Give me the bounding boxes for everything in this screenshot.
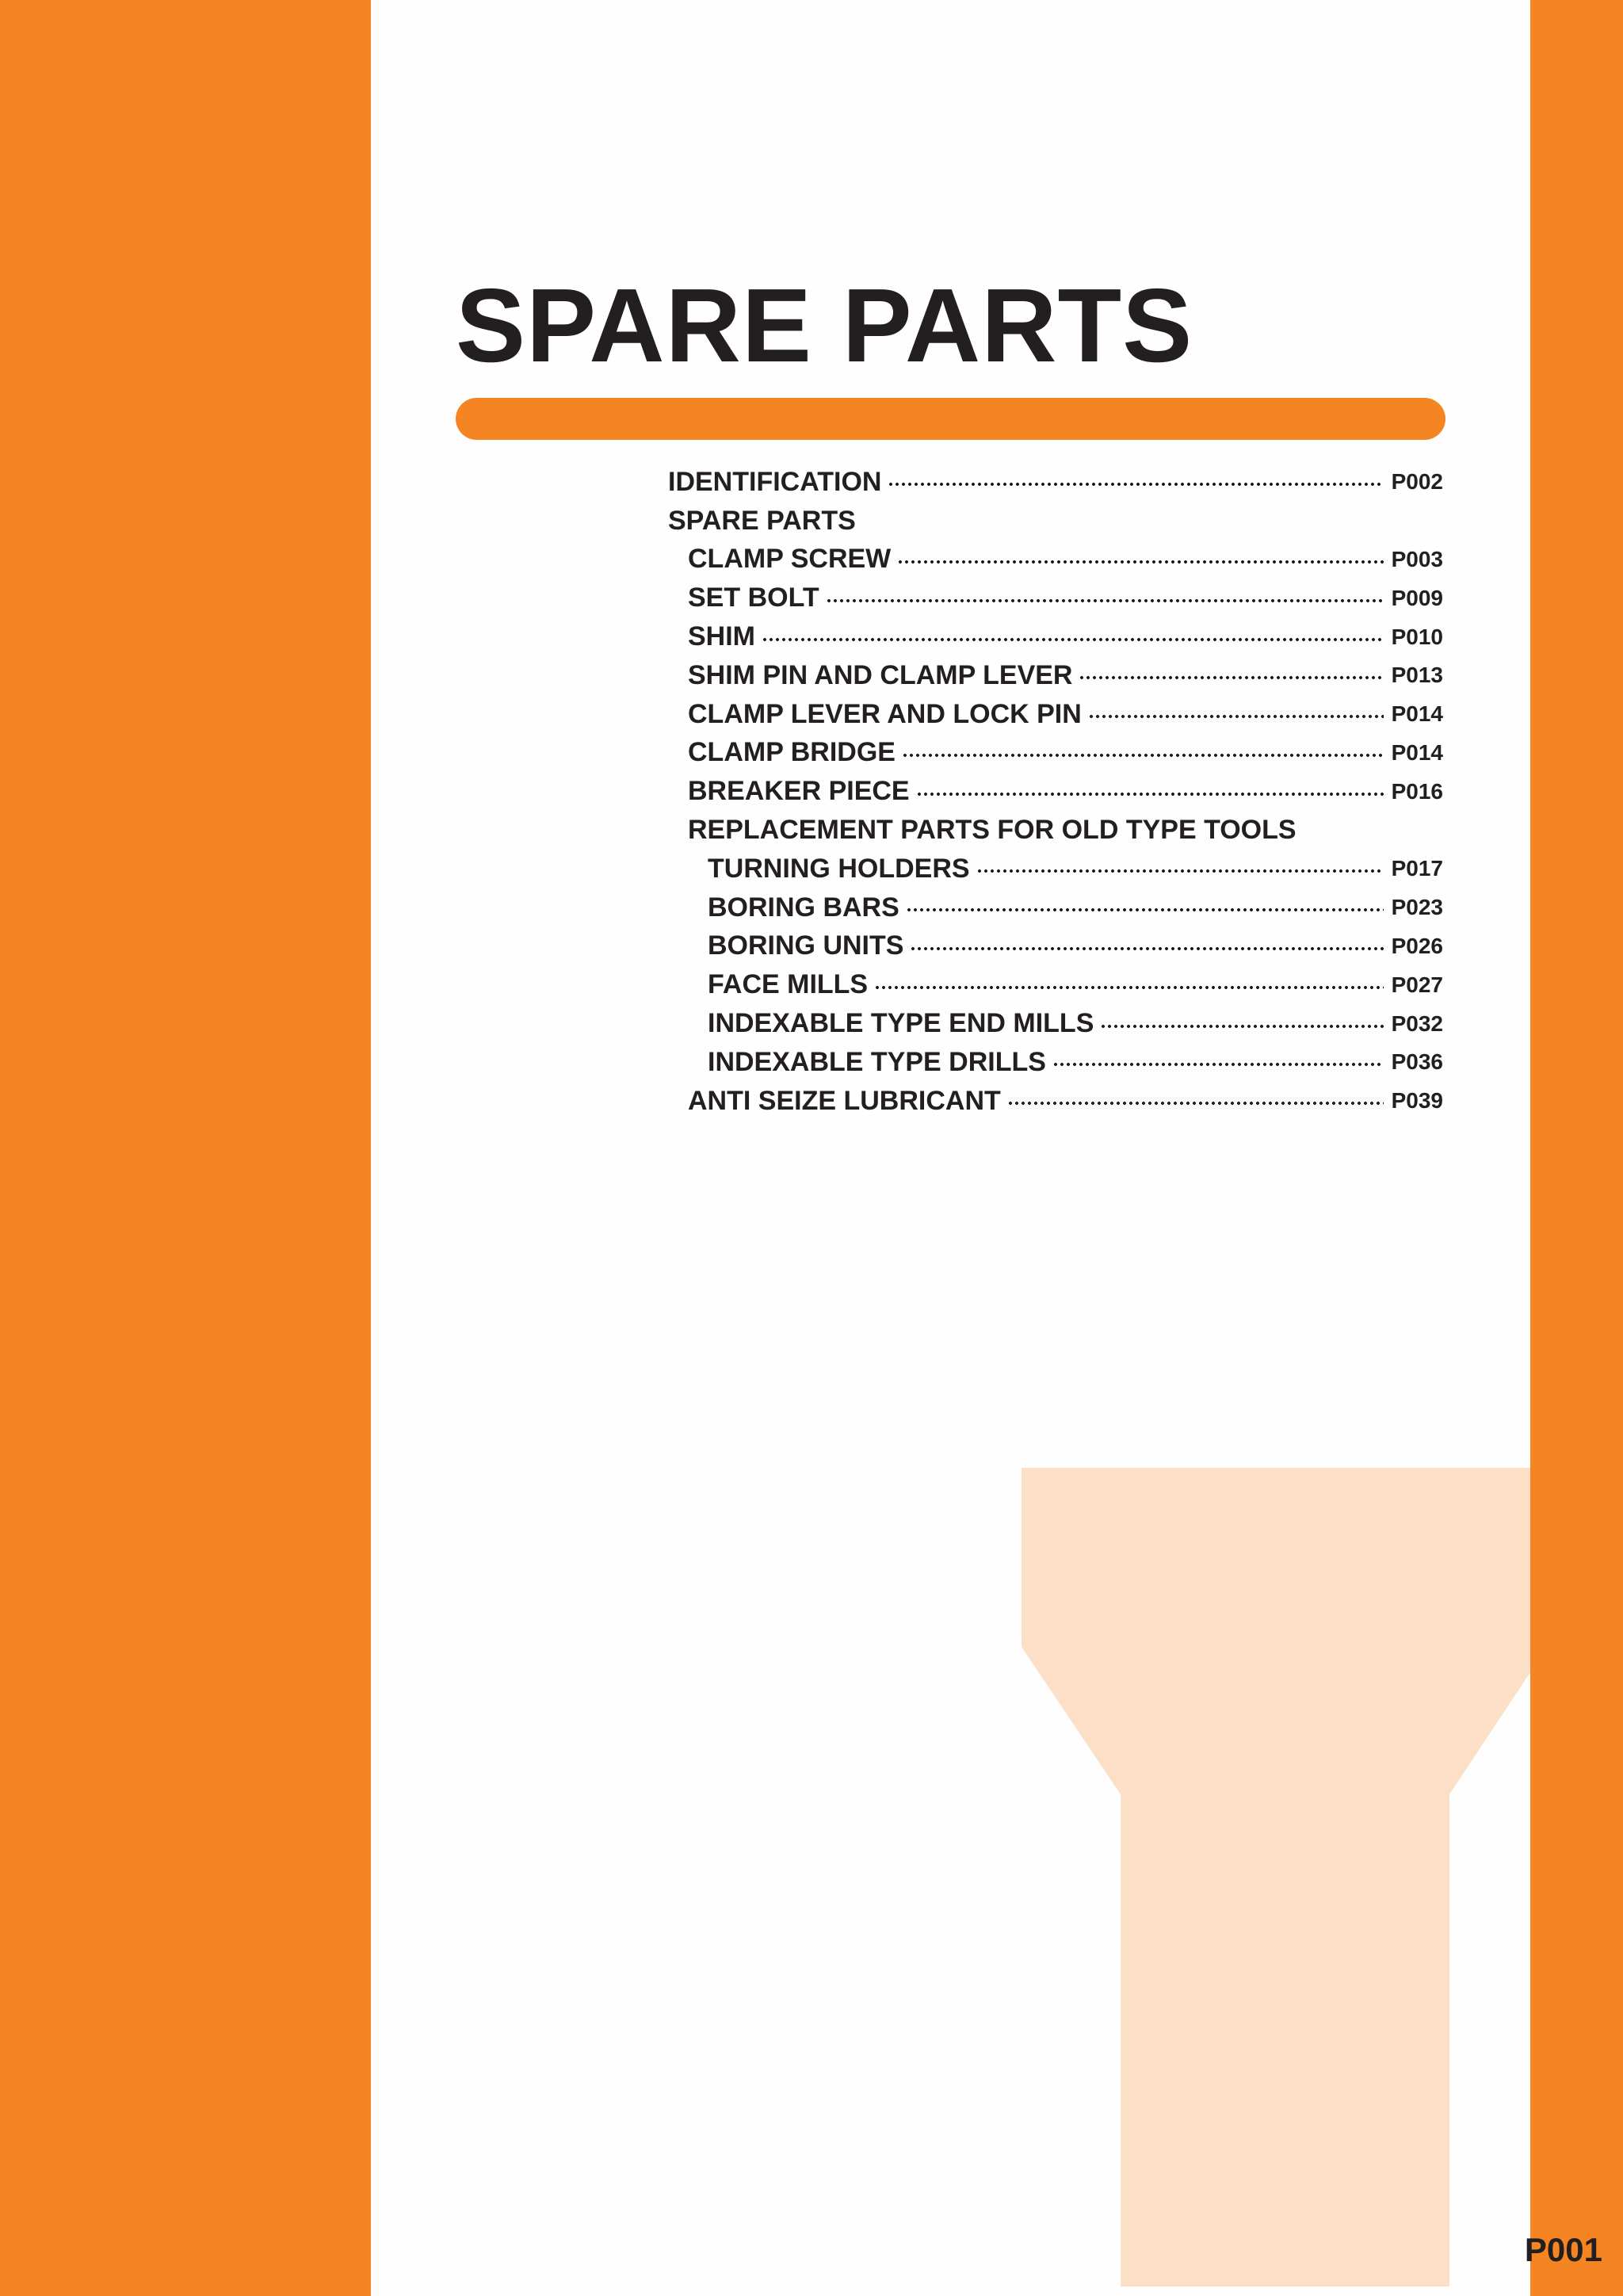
toc-dot-leader <box>910 947 1383 950</box>
toc-entry[interactable] <box>668 1004 1443 1043</box>
toc-entry-page: P039 <box>1391 1088 1443 1114</box>
toc-dot-leader <box>897 560 1383 563</box>
toc-entry-label: SPARE PARTS <box>668 505 856 536</box>
page-number: P001 <box>1524 2231 1602 2268</box>
toc-entry-page: P023 <box>1391 895 1443 920</box>
toc-dot-leader <box>1100 1025 1383 1028</box>
toc-entry-label: CLAMP SCREW <box>688 544 892 575</box>
toc-entry[interactable] <box>668 965 1443 1004</box>
toc-entry-label: SHIM PIN AND CLAMP LEVER <box>688 659 1073 690</box>
toc-entry-page: P036 <box>1391 1049 1443 1075</box>
toc-entry[interactable] <box>668 734 1443 773</box>
toc-entry-page: P027 <box>1391 972 1443 997</box>
toc-entry-page: P014 <box>1391 701 1443 727</box>
toc-entry-label: IDENTIFICATION <box>668 466 882 497</box>
toc-entry-page: P026 <box>1391 933 1443 958</box>
toc-dot-leader <box>1052 1063 1384 1066</box>
toc-entry-label: FACE MILLS <box>708 969 869 1000</box>
toc-entry-page: P017 <box>1391 856 1443 881</box>
toc-entry[interactable] <box>668 772 1443 811</box>
toc-entry-label: BORING UNITS <box>708 930 904 961</box>
toc-entry[interactable] <box>668 695 1443 734</box>
page-title: SPARE PARTS <box>456 267 1193 384</box>
toc-entry[interactable] <box>668 502 1443 541</box>
toc-entry[interactable] <box>668 850 1443 888</box>
toc-entry-label: SHIM <box>688 621 755 652</box>
title-underline-bar <box>456 398 1445 440</box>
toc-entry[interactable] <box>668 579 1443 617</box>
toc-entry-label: ANTI SEIZE LUBRICANT <box>688 1085 1001 1116</box>
tool-silhouette-shape <box>1022 1468 1530 2286</box>
toc-entry-page: P010 <box>1391 624 1443 649</box>
toc-entry-page: P009 <box>1391 585 1443 610</box>
toc-dot-leader <box>888 483 1383 486</box>
toc-entry-label: BREAKER PIECE <box>688 776 910 807</box>
toc-entry[interactable] <box>668 927 1443 966</box>
toc-entry-label: REPLACEMENT PARTS FOR OLD TYPE TOOLS <box>688 815 1296 846</box>
toc-entry[interactable] <box>668 1082 1443 1121</box>
toc-entry[interactable] <box>668 617 1443 656</box>
toc-entry-label: CLAMP LEVER AND LOCK PIN <box>688 698 1082 729</box>
toc-entry-page: P003 <box>1391 546 1443 571</box>
table-of-contents <box>668 463 1443 1121</box>
toc-dot-leader <box>1088 715 1384 718</box>
toc-entry-page: P002 <box>1391 469 1443 495</box>
toc-dot-leader <box>916 793 1384 796</box>
toc-entry-label: INDEXABLE TYPE END MILLS <box>708 1008 1094 1039</box>
toc-dot-leader <box>874 986 1383 989</box>
toc-dot-leader <box>976 869 1384 873</box>
toc-entry-page: P013 <box>1391 663 1443 688</box>
toc-entry-label: BORING BARS <box>708 892 899 923</box>
toc-entry-label: SET BOLT <box>688 583 819 613</box>
toc-entry[interactable] <box>668 888 1443 927</box>
toc-entry[interactable] <box>668 656 1443 695</box>
toc-dot-leader <box>762 638 1384 641</box>
toc-entry[interactable] <box>668 541 1443 579</box>
toc-dot-leader <box>1079 676 1383 679</box>
toc-entry-label: CLAMP BRIDGE <box>688 737 896 768</box>
toc-entry[interactable] <box>668 463 1443 502</box>
toc-dot-leader <box>902 754 1384 757</box>
toc-entry-page: P016 <box>1391 778 1443 804</box>
toc-dot-leader <box>826 599 1384 602</box>
toc-dot-leader <box>1007 1102 1384 1105</box>
toc-entry-label: INDEXABLE TYPE DRILLS <box>708 1046 1046 1077</box>
toc-entry-page: P032 <box>1391 1010 1443 1036</box>
toc-entry[interactable] <box>668 1043 1443 1082</box>
toc-entry-label: TURNING HOLDERS <box>708 853 970 884</box>
toc-entry[interactable] <box>668 811 1443 850</box>
toc-entry-page: P014 <box>1391 739 1443 765</box>
toc-dot-leader <box>906 908 1384 911</box>
